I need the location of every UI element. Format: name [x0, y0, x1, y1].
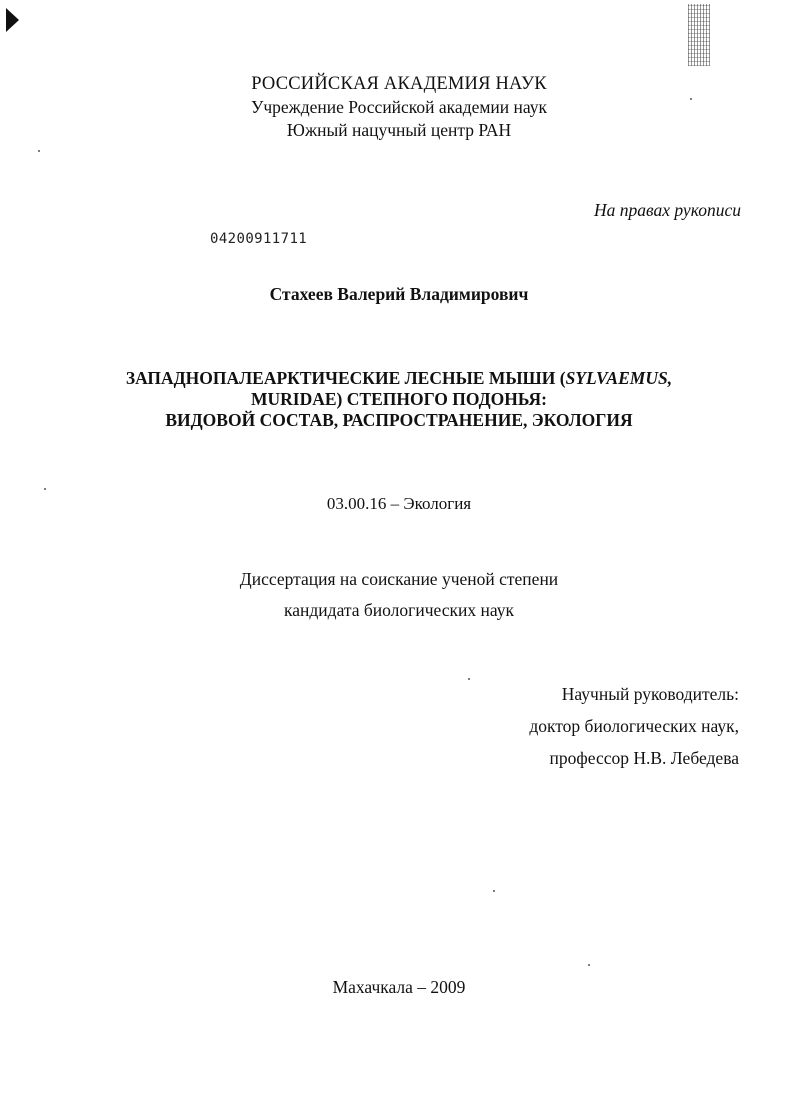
scan-speck [44, 488, 46, 490]
title-line-3: ВИДОВОЙ СОСТАВ, РАСПРОСТРАНЕНИЕ, ЭКОЛОГИЯ [165, 410, 633, 430]
scan-speck [468, 678, 470, 680]
scan-corner-mark [6, 8, 19, 32]
scan-speck [493, 890, 495, 892]
institution-academy: РОССИЙСКАЯ АКАДЕМИЯ НАУК [251, 74, 547, 94]
title-line-1: ЗАПАДНОПАЛЕАРКТИЧЕСКИЕ ЛЕСНЫЕ МЫШИ (SYLVAEMUS, [125, 368, 673, 388]
city-year: Махачкала – 2009 [332, 977, 466, 997]
scan-speck [38, 150, 40, 152]
specialty-code: 03.00.16 – Экология [326, 494, 472, 513]
document-code: 04200911711 [210, 231, 308, 247]
manuscript-rights-note: На правах рукописи [594, 200, 741, 220]
institution-center: Южный нацучный центр РАН [286, 120, 512, 140]
title-genus-italic: SYLVAEMUS, [565, 368, 673, 388]
institution-establishment: Учреждение Российской академии наук [250, 97, 548, 117]
degree-line-2: кандидата биологических наук [284, 600, 514, 620]
supervisor-name: профессор Н.В. Лебедева [549, 748, 739, 768]
institution-header [0, 73, 798, 142]
degree-line-1: Диссертация на соискание ученой степени [239, 569, 559, 589]
supervisor-label: Научный руководитель: [561, 684, 739, 704]
supervisor-degree: доктор биологических наук, [529, 716, 739, 736]
scan-speck [588, 964, 590, 966]
scan-speckle-artifact [688, 4, 710, 66]
author-name: Стахеев Валерий Владимирович [269, 284, 529, 304]
dissertation-title [0, 368, 798, 431]
title-line-2: MURIDAE) СТЕПНОГО ПОДОНЬЯ: [251, 389, 547, 409]
